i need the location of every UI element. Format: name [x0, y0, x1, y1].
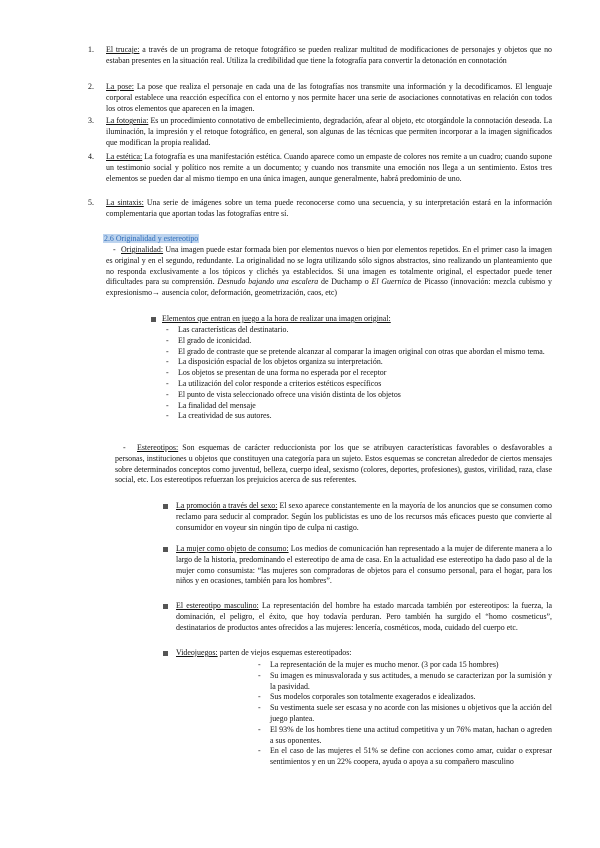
- term-masculino: El estereotipo masculino:: [176, 601, 259, 610]
- list-item: [166, 390, 552, 401]
- list-item-text: El grado de iconicidad.: [178, 335, 252, 345]
- list-item-text: El grado de contraste que se pretende alcanzar al comparar la imagen original con otras que abordan el mismo tema.: [178, 346, 545, 356]
- list-item: [166, 368, 552, 379]
- section-heading: [103, 234, 199, 245]
- list-item: [166, 379, 552, 390]
- list-number-2: 2.: [88, 82, 94, 91]
- term-fotogenia: La fotogenia:: [106, 116, 149, 125]
- bullet-dash: -: [258, 670, 261, 680]
- list-item: [166, 401, 552, 412]
- originalidad-text-2: de Duchamp o: [318, 277, 372, 287]
- list-item-text: Las características del destinatario.: [178, 325, 289, 334]
- term-pose: La pose:: [106, 82, 134, 91]
- originalidad-text-1: Una imagen puede estar formada bien por elementos nuevos o bien por elementos repetidos. En el primer caso la imagen es original y en el segundo, redundante. La originalidad no se logra utilizando sólo signos abstractos, sino realizando un planteamiento que no responda exclusivamente a los tópicos y clichés ya establecidos. Si una imagen es totalmente original, el espectador puede tener dificultades para su comprensión.: [106, 245, 552, 287]
- bullet-dash: -: [113, 245, 116, 254]
- originalidad-text-3: de Picasso (innovación: mezcla cubismo y expresionismo→ ausencia color, deformación, geometrización, caos, etc): [106, 277, 552, 298]
- square-bullet-icon: [163, 604, 168, 609]
- list-item-text: La finalidad del mensaje: [178, 400, 256, 410]
- list-item-text: Su vestimenta suele ser escasa y no acorde con las misiones u objetivos que la acción del juego plantea.: [270, 703, 552, 723]
- estereotipos-text: Son esquemas de carácter reduccionista por los que se atribuyen características favorables o desfavorables a personas, instituciones u objetos que constituyen una categoría para un sujeto. Estos esquemas se concretan alrededor de ciertos mensajes sobre determinados conceptos como juventud, belleza, cuerpo ideal, sexismo (colores, deportes, profesiones), gustos, virilidad, raza, clase social, etc. Los estereotipos refuerzan los prejuicios acerca de sus referentes.: [115, 443, 552, 485]
- list-item: [166, 347, 552, 358]
- bullet-dash: -: [166, 335, 169, 345]
- stereotype-masculino: [176, 601, 552, 633]
- list-number-1: 1.: [88, 45, 94, 54]
- text-sexo: El sexo aparece constantemente en la mayoría de los anuncios que se consumen como reclamo para seducir al comprador. Según los publicistas es uno de los recursos más eficaces puesto que convierte al consumidor en voyeur sin ningún tipo de culpa ni castigo.: [176, 501, 552, 532]
- term-videojuegos: Videojuegos:: [176, 648, 218, 657]
- section-title: Originalidad y estereotipo: [115, 234, 199, 243]
- bullet-dash: -: [258, 724, 261, 734]
- square-bullet-icon: [151, 317, 156, 322]
- numbered-item-estetica: [106, 152, 552, 184]
- list-item: [258, 671, 552, 693]
- list-number-3: 3.: [88, 116, 94, 125]
- text-sintaxis: Una serie de imágenes sobre un tema puede reconocerse como una secuencia, y su interpretación estará en la información complementaria que aportan todas las fotografías entre sí.: [106, 198, 552, 218]
- list-item-text: La creatividad de sus autores.: [178, 411, 272, 421]
- text-mujer: Los medios de comunicación han representado a la mujer de diferente manera a lo largo de la historia, predominando el estereotipo de ama de casa. En la actualidad ese estereotipo ha dado paso al de la mujer como consumista: “las mujeres son compradoras de objetos para el consumo personal, para el hogar, para los niños y en ocasiones, también para los hombres”.: [176, 544, 552, 586]
- elements-title: Elementos que entran en juego a la hora de realizar una imagen original:: [162, 314, 391, 323]
- list-item: [166, 336, 552, 347]
- square-bullet-icon: [163, 547, 168, 552]
- list-item-text: Sus modelos corporales son totalmente exagerados e idealizados.: [270, 692, 476, 702]
- text-fotogenia: Es un procedimiento connotativo de embellecimiento, degradación, afear al objeto, etc otorgándole la connotación deseada. La iluminación, la impresión y el retoque fotográfico, en general, son algunas de las técnicas que permiten incorporar a la imagen significados que modifican la propia realidad.: [106, 116, 552, 147]
- bullet-dash: -: [258, 660, 261, 669]
- bullet-dash: -: [258, 692, 261, 702]
- list-item-text: Su imagen es minusvalorada y sus actitudes, a menudo se caracterizan por la sumisión y la pasividad.: [270, 670, 552, 691]
- bullet-dash: -: [166, 357, 169, 367]
- list-item-text: La utilización del color responde a criterios estéticos específicos: [178, 378, 382, 388]
- list-item: [258, 692, 552, 703]
- list-item-text: La disposición espacial de los objetos organiza su interpretación.: [178, 357, 383, 367]
- section-number: 2.6: [104, 234, 114, 243]
- bullet-dash: -: [166, 378, 169, 388]
- list-number-4: 4.: [88, 152, 94, 161]
- bullet-dash: -: [166, 346, 169, 356]
- list-item-text: El 93% de los hombres tiene una actitud competitiva y un 76% matan, hachan o agreden a sus oponentes.: [270, 724, 552, 745]
- stereotype-sexo: [176, 501, 552, 533]
- term-originalidad: Originalidad:: [121, 245, 164, 254]
- text-estetica: La fotografía es una manifestación estética. Cuando aparece como un empaste de colores nos remite a un cuadro; cuando supone un testimonio social y político nos remite a un documento; y cuando nos transmite una emoción nos llega a un sentimiento. Estos tres elementos se pueden dar al mismo tiempo en una única imagen, aunque generalmente, habrá predominio de uno.: [106, 152, 552, 183]
- numbered-item-trucaje: [106, 45, 552, 67]
- list-item: [258, 746, 552, 768]
- stereotype-mujer: [176, 544, 552, 587]
- term-trucaje: El trucaje:: [106, 45, 140, 54]
- bullet-dash: -: [123, 443, 126, 452]
- numbered-item-pose: [106, 82, 552, 114]
- bullet-dash: -: [258, 703, 261, 713]
- term-estetica: La estética:: [106, 152, 143, 161]
- work-duchamp: Desnudo bajando una escalera: [217, 277, 319, 287]
- term-mujer: La mujer como objeto de consumo:: [176, 544, 289, 553]
- originalidad-paragraph: [106, 245, 552, 299]
- estereotipos-paragraph: [115, 443, 552, 486]
- list-item: [258, 703, 552, 725]
- work-guernica: El Guernica: [371, 277, 412, 287]
- text-videojuegos: parten de viejos esquemas estereotipados:: [217, 648, 352, 657]
- bullet-dash: -: [166, 368, 169, 378]
- text-trucaje: a través de un programa de retoque fotográfico se pueden realizar multitud de modificaciones de personajes y objetos que no estaban presentes en la situación real. Utiliza la credibilidad que tiene la fotografía para convertir la detonación en connotación: [106, 45, 552, 65]
- numbered-item-fotogenia: [106, 116, 552, 148]
- square-bullet-icon: [163, 504, 168, 509]
- term-estereotipos: Estereotipos:: [137, 443, 179, 452]
- bullet-dash: -: [166, 389, 169, 399]
- list-number-5: 5.: [88, 198, 94, 207]
- square-bullet-icon: [163, 651, 168, 656]
- stereotype-videojuegos: [176, 648, 552, 659]
- list-item-text: El punto de vista seleccionado ofrece una visión distinta de los objetos: [178, 389, 401, 399]
- list-item: [166, 325, 552, 336]
- list-item-text: La representación de la mujer es mucho menor. (3 por cada 15 hombres): [270, 660, 499, 669]
- list-item: [166, 357, 552, 368]
- term-sintaxis: La sintaxis:: [106, 198, 144, 207]
- bullet-dash: -: [166, 325, 169, 334]
- text-pose: La pose que realiza el personaje en cada una de las fotografías nos transmite una información y la decodificamos. El lenguaje corporal establece una reacción específica con el entorno y nos permite hacer una serie de asociaciones connotativas en relación con todos los otros elementos que aparecen en la imagen.: [106, 82, 552, 113]
- text-masculino: La representación del hombre ha estado marcada también por estereotipos: la fuerza, la dominación, el peligro, el éxito, que hoy todavía perduran. Pero también ha surgido el “homo cosmeticus”, destinatarios de productos antes ofrecidos a las mujeres: lencería, cosméticos, moda, cuidado del cuerpo etc.: [176, 601, 552, 632]
- list-item: [166, 411, 552, 422]
- elements-list: [166, 325, 552, 422]
- list-item-text: En el caso de las mujeres el 51% se define con acciones como amar, cuidar o expresar sentimientos y en un 22% coopera, ayuda o apoya a su compañero masculino: [270, 746, 552, 767]
- bullet-dash: -: [166, 400, 169, 410]
- list-item: [258, 660, 552, 671]
- bullet-dash: -: [166, 411, 169, 421]
- list-item: [258, 725, 552, 747]
- numbered-item-sintaxis: [106, 198, 552, 220]
- term-sexo: La promoción a través del sexo:: [176, 501, 278, 510]
- list-item-text: Los objetos se presentan de una forma no esperada por el receptor: [178, 368, 387, 378]
- bullet-dash: -: [258, 746, 261, 756]
- videojuegos-list: [258, 660, 552, 768]
